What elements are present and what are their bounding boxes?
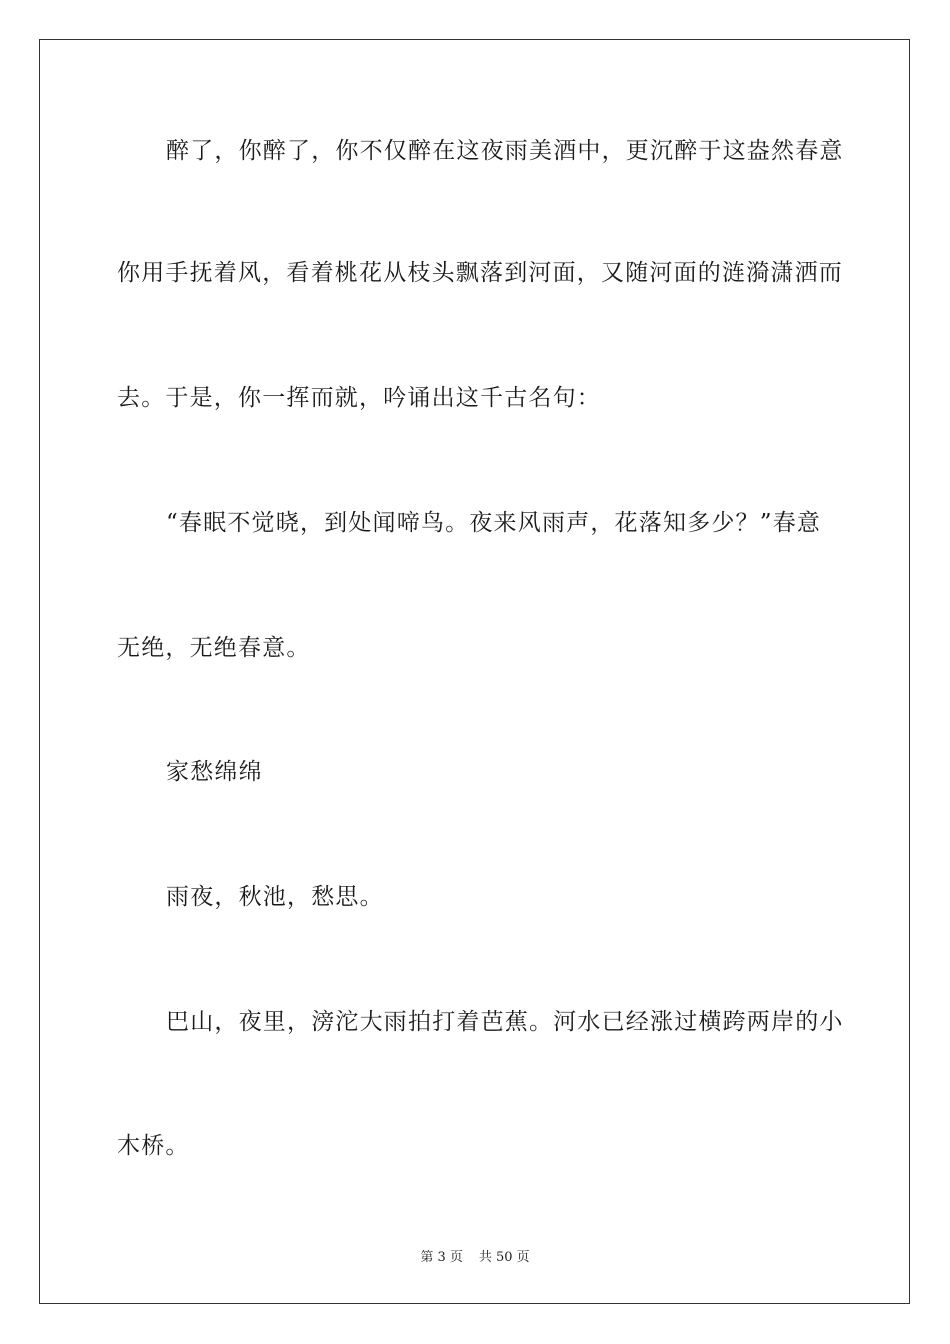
paragraph-line-6: 雨夜，秋池，愁思。 xyxy=(166,884,384,910)
paragraph-line-3: 去。于是，你一挥而就，吟诵出这千古名句： xyxy=(117,385,601,411)
page-number: 第 3 页 xyxy=(420,1250,463,1265)
paragraph-line-7: 巴山，夜里，滂沱大雨拍打着芭蕉。河水已经涨过横跨两岸的小 xyxy=(166,1009,844,1035)
paragraph-line-4: “春眠不觉晓，到处闻啼鸟。夜来风雨声，花落知多少？”春意 xyxy=(166,510,822,536)
page-frame xyxy=(39,39,910,1304)
paragraph-line-2: 你用手抚着风，看着桃花从枝头飘落到河面，又随河面的涟漪潇洒而 xyxy=(117,260,843,286)
paragraph-line-5: 无绝，无绝春意。 xyxy=(117,635,311,661)
page-total: 共 50 页 xyxy=(478,1250,530,1265)
paragraph-line-1: 醉了，你醉了，你不仅醉在这夜雨美酒中，更沉醉于这盎然春意 xyxy=(166,138,844,164)
section-heading: 家愁绵绵 xyxy=(166,759,263,785)
paragraph-line-8: 木桥。 xyxy=(117,1133,190,1159)
page-footer xyxy=(0,1246,950,1265)
